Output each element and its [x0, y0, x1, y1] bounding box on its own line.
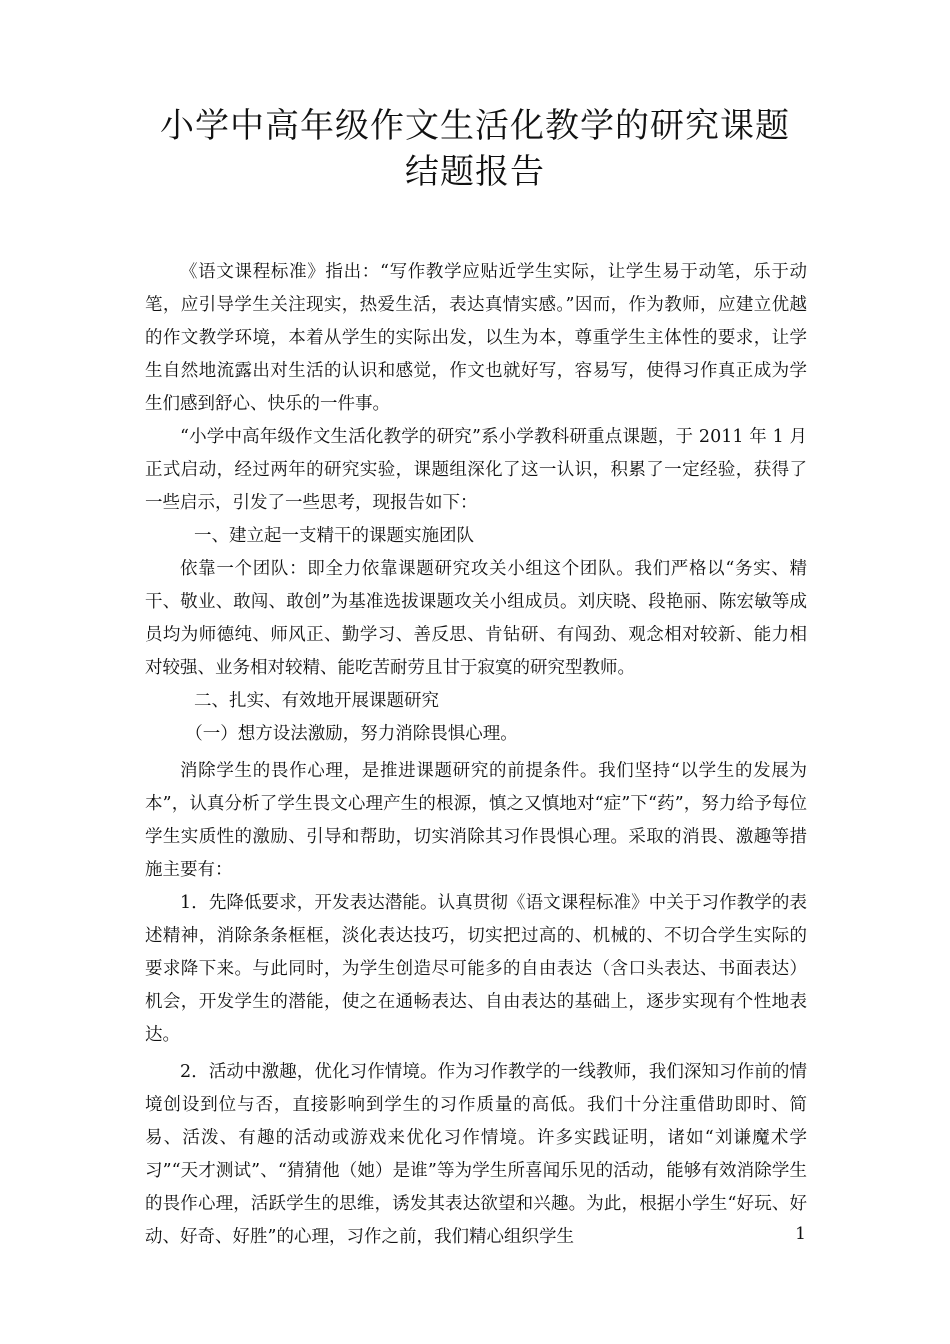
- section-heading-2: 二、扎实、有效地开展课题研究: [194, 691, 439, 711]
- paragraph-project-overview: “小学中高年级作文生活化教学的研究”系小学教科研重点课题，于 2011 年 1 月正式启动，经过两年的研究实验，课题组深化了这一认识，积累了一定经验，获得了一些启示，引发了一些思考，现报告如下：: [145, 427, 807, 513]
- paragraph-measure-2: 2．活动中激趣，优化习作情境。作为习作教学的一线教师，我们深知习作前的情境创设到位与否，直接影响到学生的习作质量的高低。我们十分注重借助即时、简易、活泼、有趣的活动或游戏来优化习作情境。许多实践证明，诸如“刘谦魔术学习”“天才测试”、“猜猜他（她）是谁”等为学生所喜闻乐见的活动，能够有效消除学生的畏作心理，活跃学生的思维，诱发其表达欲望和兴趣。为此，根据小学生“好玩、好动、好奇、好胜”的心理，习作之前，我们精心组织学生: [145, 1062, 807, 1247]
- paragraph-intro: 《语文课程标准》指出：“写作教学应贴近学生实际，让学生易于动笔，乐于动笔，应引导学生关注现实，热爱生活，表达真情实感。”因而，作为教师，应建立优越的作文教学环境，本着从学生的实际出发，以生为本，尊重学生主体性的要求，让学生自然地流露出对生活的认识和感觉，作文也就好写，容易写，使得习作真正成为学生们感到舒心、快乐的一件事。: [145, 262, 807, 414]
- section-heading-1: 一、建立起一支精干的课题实施团队: [194, 526, 474, 546]
- document-title-line-1: 小学中高年级作文生活化教学的研究课题: [160, 106, 790, 146]
- page-number: 1: [795, 1224, 806, 1244]
- paragraph-fear-removal: 消除学生的畏作心理，是推进课题研究的前提条件。我们坚持“以学生的发展为本”，认真分析了学生畏文心理产生的根源，慎之又慎地对“症”下“药”，努力给予每位学生实质性的激励、引导和帮助，切实消除其习作畏惧心理。采取的消畏、激趣等措施主要有：: [145, 761, 807, 880]
- paragraph-team: 依靠一个团队：即全力依靠课题研究攻关小组这个团队。我们严格以“务实、精干、敬业、敢闯、敢创”为基准选拔课题攻关小组成员。刘庆晓、段艳丽、陈宏敏等成员均为师德纯、师风正、勤学习、善反思、肯钻研、有闯劲、观念相对较新、能力相对较强、业务相对较精、能吃苦耐劳且甘于寂寞的研究型教师。: [145, 559, 807, 678]
- subsection-heading-1: （一）想方设法激励，努力消除畏惧心理。: [185, 724, 518, 744]
- paragraph-measure-1: 1．先降低要求，开发表达潜能。认真贯彻《语文课程标准》中关于习作教学的表述精神，消除条条框框，淡化表达技巧，切实把过高的、机械的、不切合学生实际的要求降下来。与此同时，为学生创造尽可能多的自由表达（含口头表达、书面表达）机会，开发学生的潜能，使之在通畅表达、自由表达的基础上，逐步实现有个性地表达。: [145, 893, 807, 1045]
- document-body: [145, 256, 807, 1254]
- document-title-line-2: 结题报告: [405, 152, 545, 192]
